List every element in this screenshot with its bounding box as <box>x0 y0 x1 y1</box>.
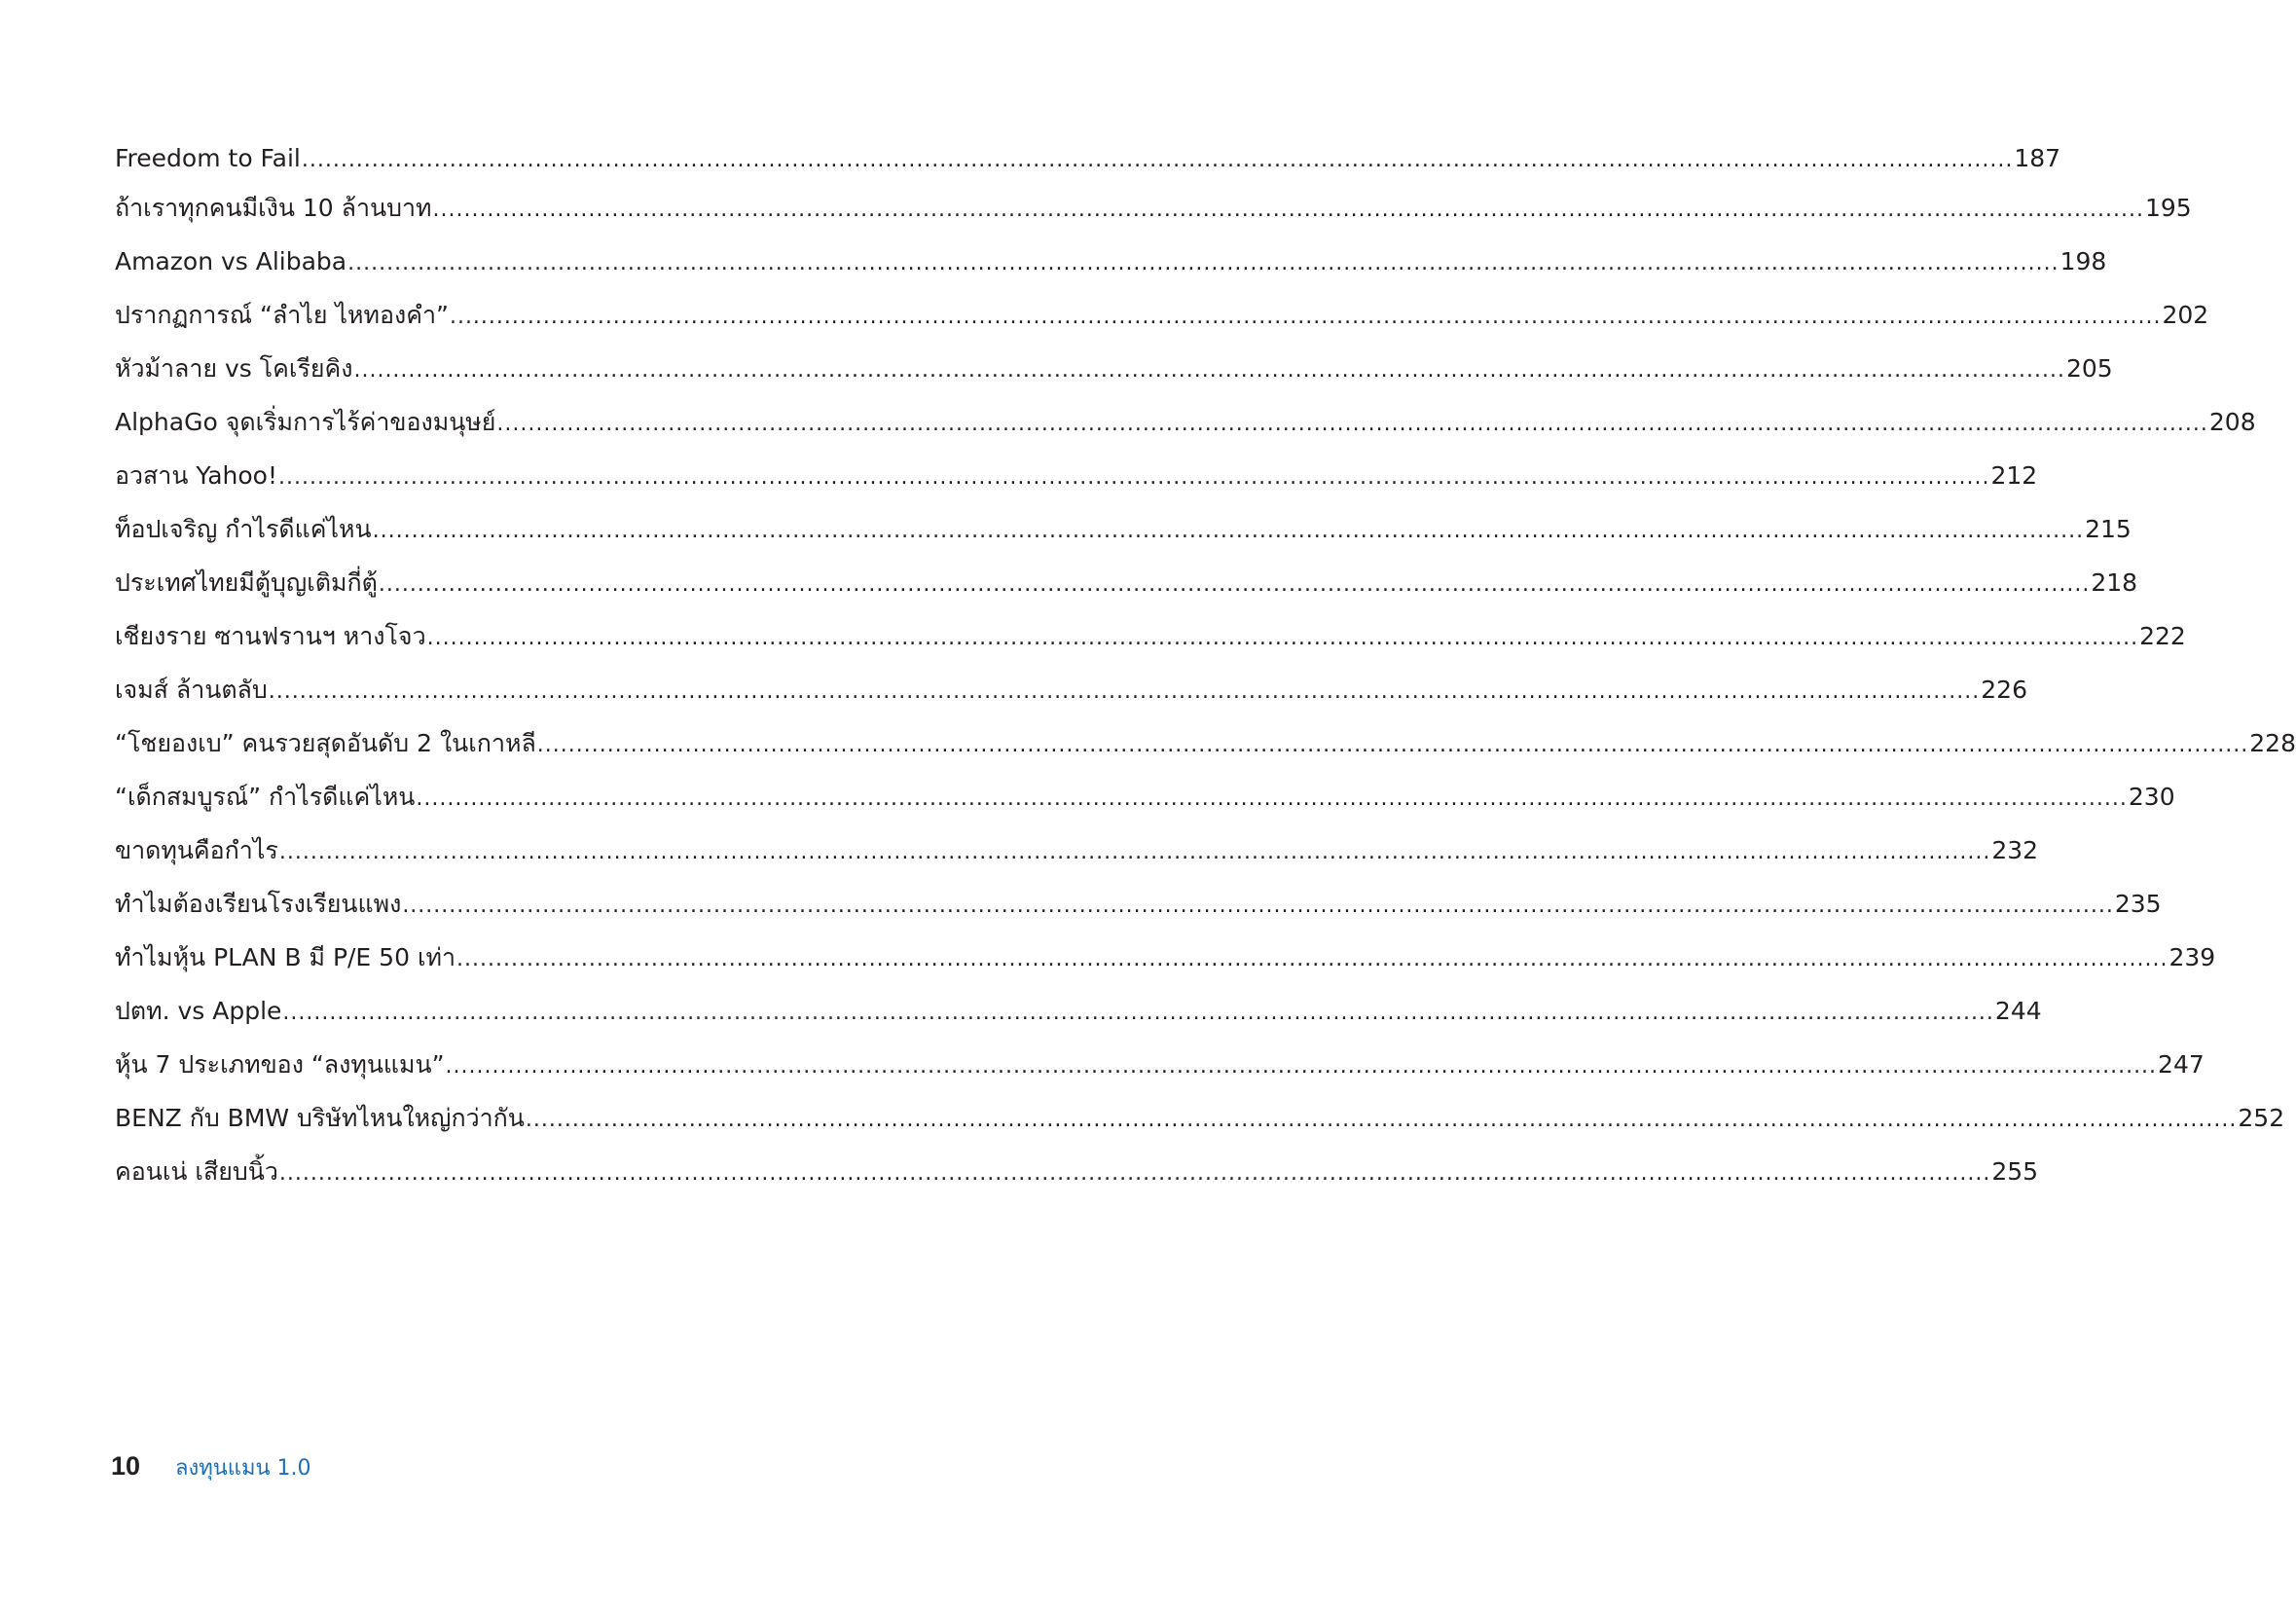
toc-entry-title: AlphaGo จุดเริ่มการไร้ค่าของมนุษย์ <box>115 408 496 436</box>
toc-entry-title: BENZ กับ BMW บริษัทไหนใหญ่กว่ากัน <box>115 1104 525 1132</box>
toc-entry-title: ประเทศไทยมีตู้บุญเติมกี่ตู้ <box>115 568 378 597</box>
toc-entry <box>115 931 2216 984</box>
toc-entry-page: 232 <box>1991 836 2039 864</box>
toc-entry-title: เจมส์ ล้านตลับ <box>115 676 268 704</box>
dot-leader: ............................................................................................................................................................................................................................ <box>402 894 2114 918</box>
book-title: ลงทุนแมน 1.0 <box>175 1456 311 1481</box>
toc-entry-title: ปตท. vs Apple <box>115 997 282 1025</box>
dot-leader: ............................................................................................................................................................................................................................ <box>426 626 2139 650</box>
dot-leader: ............................................................................................................................................................................................................................ <box>432 198 2144 222</box>
toc-entry <box>115 1038 2205 1091</box>
table-of-contents <box>115 136 2296 1198</box>
toc-entry-page: 212 <box>1990 461 2038 490</box>
toc-entry-page: 202 <box>2162 301 2209 329</box>
toc-entry <box>115 770 2175 823</box>
toc-entry-title: “โชยองเบ” คนรวยสุดอันดับ 2 ในเกาหลี <box>115 729 536 757</box>
toc-entry-page: 230 <box>2128 783 2175 811</box>
toc-entry-page: 205 <box>2065 354 2113 383</box>
toc-entry-title: ถ้าเราทุกคนมีเงิน 10 ล้านบาท <box>115 194 432 222</box>
toc-entry-title: ท็อปเจริญ กำไรดีแค่ไหน <box>115 515 372 543</box>
page-footer <box>111 1450 311 1484</box>
toc-entry-page: 198 <box>2059 247 2107 275</box>
toc-entry-page: 239 <box>2168 943 2216 971</box>
toc-entry-title: ขาดทุนคือกำไร <box>115 836 278 864</box>
toc-entry-title: Freedom to Fail <box>115 144 301 172</box>
toc-entry-title: ทำไมต้องเรียนโรงเรียนแพง <box>115 890 402 918</box>
toc-list <box>115 136 2296 1198</box>
toc-entry-page: 187 <box>2014 144 2061 172</box>
toc-entry-page: 252 <box>2238 1104 2285 1132</box>
dot-leader: ............................................................................................................................................................................................................................ <box>536 733 2249 757</box>
toc-entry-title: ทำไมหุ้น PLAN B มี P/E 50 เท่า <box>115 943 456 971</box>
toc-entry <box>115 136 2061 181</box>
toc-entry <box>115 288 2209 342</box>
toc-entry <box>115 502 2132 556</box>
toc-entry <box>115 342 2113 395</box>
toc-entry-page: 247 <box>2158 1050 2205 1079</box>
toc-entry <box>115 984 2042 1038</box>
toc-entry-page: 226 <box>1981 676 2027 704</box>
dot-leader: ............................................................................................................................................................................................................................ <box>278 465 1990 490</box>
toc-entry-title: เชียงราย ซานฟรานฯ หางโจว <box>115 622 426 650</box>
toc-entry <box>115 1091 2285 1145</box>
toc-entry <box>115 663 2027 716</box>
toc-entry <box>115 449 2038 502</box>
toc-entry <box>115 823 2039 877</box>
page-number: 10 <box>111 1451 141 1481</box>
dot-leader: ............................................................................................................................................................................................................................ <box>445 1054 2158 1079</box>
toc-entry-title: ปรากฏการณ์ “ลำไย ไหทองคำ” <box>115 301 449 329</box>
dot-leader: ............................................................................................................................................................................................................................ <box>378 572 2091 597</box>
toc-entry-title: หุ้น 7 ประเภทของ “ลงทุนแมน” <box>115 1050 445 1079</box>
toc-entry-page: 255 <box>1991 1157 2039 1186</box>
toc-entry <box>115 609 2186 663</box>
toc-entry-title: คอนเน่ เสียบนิ้ว <box>115 1157 278 1186</box>
toc-entry <box>115 716 2296 770</box>
toc-entry-title: Amazon vs Alibaba <box>115 247 347 275</box>
toc-entry-title: “เด็กสมบูรณ์” กำไรดีแค่ไหน <box>115 783 416 811</box>
toc-entry-page: 235 <box>2114 890 2162 918</box>
toc-entry <box>115 181 2192 235</box>
toc-entry <box>115 877 2162 931</box>
dot-leader: ............................................................................................................................................................................................................................ <box>347 251 2059 275</box>
dot-leader: ............................................................................................................................................................................................................................ <box>278 1161 1991 1186</box>
dot-leader: ............................................................................................................................................................................................................................ <box>416 787 2128 811</box>
toc-entry <box>115 235 2107 288</box>
toc-entry-page: 215 <box>2085 515 2132 543</box>
toc-entry <box>115 1145 2039 1198</box>
toc-entry-title: อวสาน Yahoo! <box>115 461 277 490</box>
dot-leader: ............................................................................................................................................................................................................................ <box>456 947 2168 971</box>
toc-entry-page: 218 <box>2091 568 2138 597</box>
toc-entry-page: 208 <box>2208 408 2256 436</box>
dot-leader: ............................................................................................................................................................................................................................ <box>282 1001 1994 1025</box>
dot-leader: ............................................................................................................................................................................................................................ <box>525 1108 2238 1132</box>
dot-leader: ............................................................................................................................................................................................................................ <box>353 358 2065 383</box>
dot-leader: ............................................................................................................................................................................................................................ <box>268 679 1981 704</box>
toc-entry-page: 222 <box>2139 622 2186 650</box>
dot-leader: ............................................................................................................................................................................................................................ <box>372 519 2085 543</box>
toc-entry-title: หัวม้าลาย vs โคเรียคิง <box>115 354 353 383</box>
toc-entry-page: 195 <box>2144 194 2192 222</box>
toc-entry-page: 244 <box>1994 997 2042 1025</box>
dot-leader: ............................................................................................................................................................................................................................ <box>278 840 1991 864</box>
toc-entry-page: 228 <box>2249 729 2296 757</box>
dot-leader: ............................................................................................................................................................................................................................ <box>301 148 2014 172</box>
toc-entry <box>115 556 2138 609</box>
dot-leader: ............................................................................................................................................................................................................................ <box>496 412 2208 436</box>
dot-leader: ............................................................................................................................................................................................................................ <box>449 305 2162 329</box>
toc-entry <box>115 395 2256 449</box>
